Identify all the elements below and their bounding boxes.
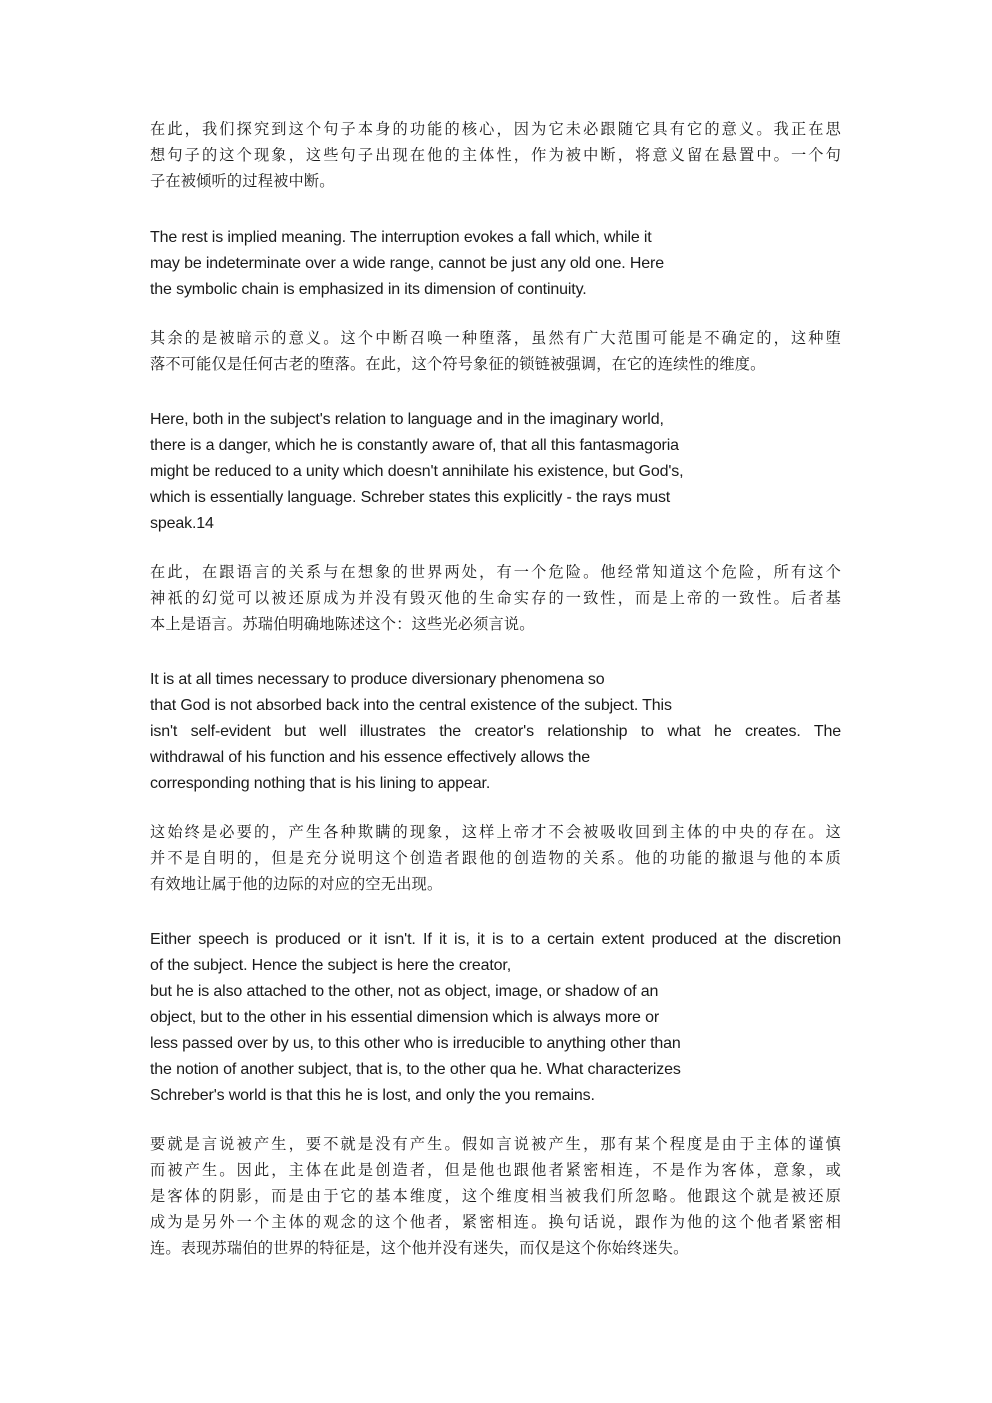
text-line: withdrawal of his function and his essence effectively allows the	[150, 749, 590, 766]
text-line: the notion of another subject, that is, to the other qua he. What characterizes	[150, 1061, 681, 1078]
text-line: 在此，在跟语言的关系与在想象的世界两处，有一个危险。他经常知道这个危险，所有这个	[150, 563, 841, 581]
text-line: might be reduced to a unity which doesn't annihilate his existence, but God's,	[150, 463, 684, 480]
text-line: 子在被倾听的过程被中断。	[150, 172, 335, 190]
text-line: 是客体的阴影，而是由于它的基本维度，这个维度相当被我们所忽略。他跟这个就是被还原	[150, 1187, 841, 1205]
text-line: 并不是自明的，但是充分说明这个创造者跟他的创造物的关系。他的功能的撤退与他的本质	[150, 849, 841, 867]
paragraph-english-3	[150, 667, 841, 797]
paragraph-chinese-1	[150, 116, 841, 194]
text-line: speak.14	[150, 515, 214, 532]
text-line: corresponding nothing that is his lining to appear.	[150, 775, 491, 792]
text-line: of the subject. Hence the subject is here the creator,	[150, 957, 512, 974]
text-line: 想句子的这个现象，这些句子出现在他的主体性，作为被中断，将意义留在悬置中。一个句	[150, 146, 841, 164]
text-line: 这始终是必要的，产生各种欺瞒的现象，这样上帝才不会被吸收回到主体的中央的存在。这	[150, 823, 841, 841]
text-line: there is a danger, which he is constantly aware of, that all this fantasmagoria	[150, 437, 679, 454]
text-line: less passed over by us, to this other who is irreducible to anything other than	[150, 1035, 681, 1052]
text-line: 成为是另外一个主体的观念的这个他者，紧密相连。换句话说，跟作为他的这个他者紧密相	[150, 1213, 841, 1231]
text-line: 落不可能仅是任何古老的堕落。在此，这个符号象征的锁链被强调，在它的连续性的维度。	[150, 355, 766, 373]
text-line: 其余的是被暗示的意义。这个中断召唤一种堕落，虽然有广大范围可能是不确定的，这种堕	[150, 329, 841, 347]
text-line: 要就是言说被产生，要不就是没有产生。假如言说被产生，那有某个程度是由于主体的谨慎	[150, 1135, 841, 1153]
text-line: Either speech is produced or it isn't. If it is, it is to a certain extent produced at the discretion	[150, 931, 841, 948]
text-line: Schreber's world is that this he is lost, and only the you remains.	[150, 1087, 595, 1104]
text-line: 有效地让属于他的边际的对应的空无出现。	[150, 875, 443, 893]
paragraph-chinese-5	[150, 1131, 841, 1261]
text-line: The rest is implied meaning. The interruption evokes a fall which, while it	[150, 229, 652, 246]
paragraph-chinese-2	[150, 325, 841, 377]
paragraph-chinese-3	[150, 559, 841, 637]
text-line: Here, both in the subject's relation to language and in the imaginary world,	[150, 411, 664, 428]
text-line: the symbolic chain is emphasized in its dimension of continuity.	[150, 281, 587, 298]
text-line: which is essentially language. Schreber states this explicitly - the rays must	[150, 489, 671, 506]
text-line: isn't self-evident but well illustrates the creator's relationship to what he creates. The	[150, 723, 841, 740]
text-line: 而被产生。因此，主体在此是创造者，但是他也跟他者紧密相连，不是作为客体，意象，或	[150, 1161, 841, 1179]
paragraph-chinese-4	[150, 819, 841, 897]
text-line: may be indeterminate over a wide range, cannot be just any old one. Here	[150, 255, 664, 272]
paragraph-english-4	[150, 927, 841, 1109]
paragraph-english-1	[150, 225, 664, 303]
text-line: 连。表现苏瑞伯的世界的特征是，这个他并没有迷失，而仅是这个你始终迷失。	[150, 1239, 689, 1257]
text-line: 在此，我们探究到这个句子本身的功能的核心，因为它未必跟随它具有它的意义。我正在思	[150, 120, 841, 138]
text-line: 本上是语言。苏瑞伯明确地陈述这个：这些光必须言说。	[150, 615, 535, 633]
text-line: 神祇的幻觉可以被还原成为并没有毁灭他的生命实存的一致性，而是上帝的一致性。后者基	[150, 589, 841, 607]
text-line: It is at all times necessary to produce diversionary phenomena so	[150, 671, 605, 688]
paragraph-english-2	[150, 407, 683, 537]
text-line: object, but to the other in his essential dimension which is always more or	[150, 1009, 660, 1026]
text-line: but he is also attached to the other, not as object, image, or shadow of an	[150, 983, 659, 1000]
text-line: that God is not absorbed back into the central existence of the subject. This	[150, 697, 672, 714]
